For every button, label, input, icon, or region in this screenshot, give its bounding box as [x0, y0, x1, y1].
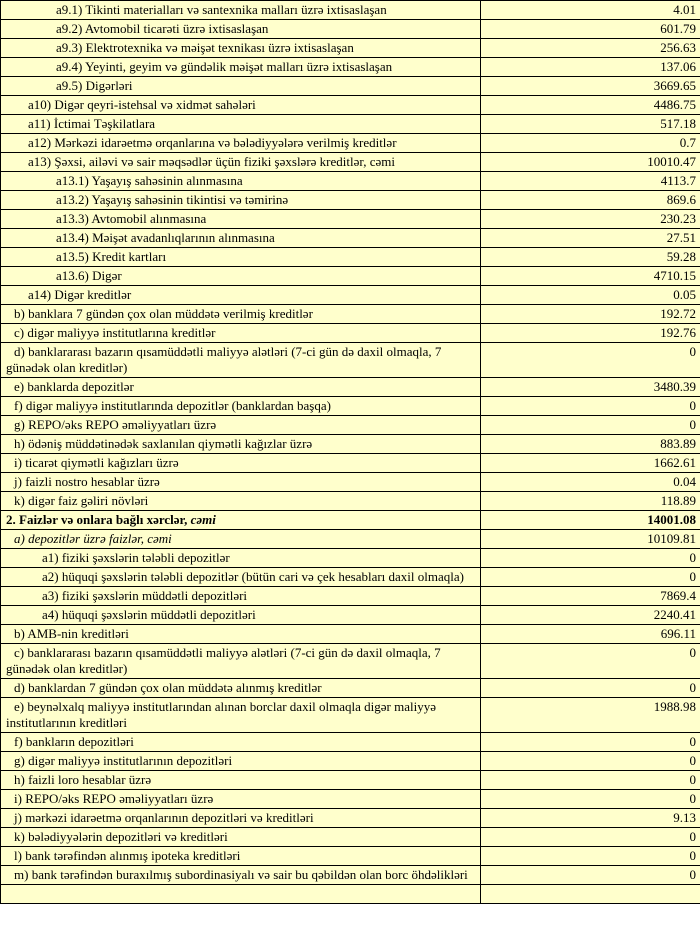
row-label	[1, 549, 481, 568]
row-label-text: m) bank tərəfindən buraxılmış subordinasiyalı və sair bu qəbildən olan borc öhdəlikləri	[14, 867, 468, 882]
row-value: 0	[481, 866, 700, 885]
table-row	[1, 644, 700, 679]
table-row	[1, 828, 700, 847]
row-value: 0.05	[481, 286, 700, 305]
row-label-emphasis: cəmi	[190, 512, 216, 527]
table-row	[1, 378, 700, 397]
row-label	[1, 39, 481, 58]
table-row	[1, 435, 700, 454]
table-row	[1, 587, 700, 606]
row-label-text: a13) Şəxsi, ailəvi və sair məqsədlər üçün fiziki şəxslərə kreditlər, cəmi	[28, 154, 395, 169]
table-row	[1, 172, 700, 191]
report-table-body	[1, 1, 700, 904]
row-label	[1, 809, 481, 828]
table-row	[1, 134, 700, 153]
row-value: 696.11	[481, 625, 700, 644]
row-value: 0	[481, 568, 700, 587]
table-row	[1, 39, 700, 58]
row-value: 0	[481, 733, 700, 752]
table-row	[1, 77, 700, 96]
row-label	[1, 286, 481, 305]
row-value	[481, 885, 700, 904]
row-label-text: i) REPO/əks REPO əməliyyatları üzrə	[14, 791, 214, 806]
row-label-text: a4) hüquqi şəxslərin müddətli depozitləri	[42, 607, 256, 622]
row-label-text: k) bələdiyyələrin depozitləri və kreditləri	[14, 829, 228, 844]
row-label	[1, 530, 481, 549]
table-row	[1, 606, 700, 625]
row-label-text: l) bank tərəfindən alınmış ipoteka kreditləri	[14, 848, 241, 863]
row-value: 1988.98	[481, 698, 700, 733]
row-label	[1, 96, 481, 115]
row-label-text: i) ticarət qiymətli kağızları üzrə	[14, 455, 179, 470]
table-row	[1, 1, 700, 20]
table-row	[1, 343, 700, 378]
row-label	[1, 77, 481, 96]
table-row	[1, 115, 700, 134]
row-value: 118.89	[481, 492, 700, 511]
row-label-text: a9.5) Digərləri	[56, 78, 133, 93]
row-label-text: d) banklararası bazarın qısamüddətli maliyyə alətləri (7-ci gün də daxil olmaqla, 7 günədək olan kreditlər)	[6, 344, 442, 375]
row-label-text: a13.6) Digər	[56, 268, 122, 283]
row-label-text: a9.1) Tikinti materialları və santexnika malları üzrə ixtisaslaşan	[56, 2, 387, 17]
table-row	[1, 771, 700, 790]
row-value: 0	[481, 790, 700, 809]
row-label-text: a13.4) Məişət avadanlıqlarının alınmasına	[56, 230, 275, 245]
row-value: 0	[481, 847, 700, 866]
row-label	[1, 115, 481, 134]
row-label	[1, 679, 481, 698]
row-label-text: 2. Faizlər və onlara bağlı xərclər,	[6, 512, 191, 527]
row-value: 192.76	[481, 324, 700, 343]
row-value: 2240.41	[481, 606, 700, 625]
row-label-text: a1) fiziki şəxslərin tələbli depozitlər	[42, 550, 230, 565]
row-label-text: a9.4) Yeyinti, geyim və gündəlik məişət malları üzrə ixtisaslaşan	[56, 59, 393, 74]
row-value: 14001.08	[481, 511, 700, 530]
row-value: 0.7	[481, 134, 700, 153]
row-label	[1, 343, 481, 378]
table-row	[1, 397, 700, 416]
row-label-text: a13.5) Kredit kartları	[56, 249, 167, 264]
row-label-text: a13.1) Yaşayış sahəsinin alınmasına	[56, 173, 243, 188]
table-row	[1, 267, 700, 286]
row-value: 869.6	[481, 191, 700, 210]
row-label	[1, 492, 481, 511]
row-label-text	[14, 886, 17, 901]
table-row	[1, 20, 700, 39]
row-label	[1, 20, 481, 39]
row-value: 517.18	[481, 115, 700, 134]
row-value: 0	[481, 397, 700, 416]
row-label-text: a11) İctimai Təşkilatlara	[28, 116, 156, 131]
row-value: 4710.15	[481, 267, 700, 286]
table-row	[1, 549, 700, 568]
table-row	[1, 698, 700, 733]
row-value: 0	[481, 343, 700, 378]
row-label	[1, 378, 481, 397]
row-label	[1, 229, 481, 248]
row-value: 3480.39	[481, 378, 700, 397]
table-row	[1, 511, 700, 530]
row-label	[1, 134, 481, 153]
row-label	[1, 644, 481, 679]
row-label	[1, 172, 481, 191]
row-value: 9.13	[481, 809, 700, 828]
row-value: 4113.7	[481, 172, 700, 191]
row-value: 4486.75	[481, 96, 700, 115]
row-label-text: a14) Digər kreditlər	[28, 287, 132, 302]
row-value: 0.04	[481, 473, 700, 492]
row-label-text: b) AMB-nin kreditləri	[14, 626, 129, 641]
row-label-text: b) banklara 7 gündən çox olan müddətə verilmiş kreditlər	[14, 306, 313, 321]
row-label	[1, 606, 481, 625]
row-label-text: g) REPO/əks REPO əməliyyatları üzrə	[14, 417, 217, 432]
row-value: 0	[481, 549, 700, 568]
row-value: 7869.4	[481, 587, 700, 606]
table-row	[1, 305, 700, 324]
row-label-text: f) bankların depozitləri	[14, 734, 134, 749]
row-label	[1, 1, 481, 20]
row-label	[1, 771, 481, 790]
row-label	[1, 435, 481, 454]
row-value: 1662.61	[481, 454, 700, 473]
table-row	[1, 733, 700, 752]
table-row	[1, 679, 700, 698]
table-row	[1, 847, 700, 866]
row-label	[1, 267, 481, 286]
row-value: 0	[481, 771, 700, 790]
row-label-text: h) faizli loro hesablar üzrə	[14, 772, 152, 787]
row-label-text: a9.2) Avtomobil ticarəti üzrə ixtisaslaşan	[56, 21, 269, 36]
row-label	[1, 828, 481, 847]
table-row	[1, 153, 700, 172]
row-label-text: h) ödəniş müddətinədək saxlanılan qiymətli kağızlar üzrə	[14, 436, 313, 451]
row-label-text: g) digər maliyyə institutlarının depozitləri	[14, 753, 233, 768]
row-label	[1, 210, 481, 229]
row-value: 0	[481, 828, 700, 847]
row-label	[1, 568, 481, 587]
table-row	[1, 58, 700, 77]
row-label	[1, 305, 481, 324]
row-label-text: a13.3) Avtomobil alınmasına	[56, 211, 207, 226]
table-row	[1, 885, 700, 904]
table-row	[1, 454, 700, 473]
table-row	[1, 866, 700, 885]
row-label	[1, 790, 481, 809]
row-value: 256.63	[481, 39, 700, 58]
row-label-text: d) banklardan 7 gündən çox olan müddətə alınmış kreditlər	[14, 680, 322, 695]
row-value: 883.89	[481, 435, 700, 454]
row-label	[1, 625, 481, 644]
row-label-text: e) beynəlxalq maliyyə institutlarından alınan borclar daxil olmaqla digər maliyyə institutlarının kreditləri	[6, 699, 436, 730]
table-row	[1, 473, 700, 492]
row-label-text: c) digər maliyyə institutlarına kreditlər	[14, 325, 216, 340]
row-label	[1, 397, 481, 416]
row-label	[1, 248, 481, 267]
table-row	[1, 492, 700, 511]
row-value: 10010.47	[481, 153, 700, 172]
table-row	[1, 625, 700, 644]
row-label	[1, 153, 481, 172]
row-value: 230.23	[481, 210, 700, 229]
row-label	[1, 454, 481, 473]
row-label	[1, 733, 481, 752]
row-label-text: f) digər maliyyə institutlarında depozitlər (banklardan başqa)	[14, 398, 331, 413]
row-label-text: a12) Mərkəzi idarəetmə orqanlarına və bələdiyyələrə verilmiş kreditlər	[28, 135, 397, 150]
row-value: 137.06	[481, 58, 700, 77]
table-row	[1, 229, 700, 248]
row-label	[1, 416, 481, 435]
table-row	[1, 191, 700, 210]
row-label-text: j) mərkəzi idarəetmə orqanlarının depozitləri və kreditləri	[14, 810, 314, 825]
row-label-text: j) faizli nostro hesablar üzrə	[14, 474, 160, 489]
row-value: 0	[481, 644, 700, 679]
row-label-text: a3) fiziki şəxslərin müddətli depozitləri	[42, 588, 248, 603]
row-label	[1, 698, 481, 733]
table-row	[1, 752, 700, 771]
row-value: 4.01	[481, 1, 700, 20]
row-label-text: a2) hüquqi şəxslərin tələbli depozitlər (bütün cari və çek hesabları daxil olmaqla)	[42, 569, 464, 584]
row-label-text: a10) Digər qeyri-istehsal və xidmət sahələri	[28, 97, 256, 112]
row-label	[1, 58, 481, 77]
row-label	[1, 885, 481, 904]
row-value: 27.51	[481, 229, 700, 248]
row-label	[1, 473, 481, 492]
row-label	[1, 866, 481, 885]
row-label-text: a9.3) Elektrotexnika və məişət texnikası üzrə ixtisaslaşan	[56, 40, 354, 55]
row-value: 192.72	[481, 305, 700, 324]
table-row	[1, 568, 700, 587]
table-row	[1, 416, 700, 435]
row-label	[1, 511, 481, 530]
row-value: 601.79	[481, 20, 700, 39]
row-value: 59.28	[481, 248, 700, 267]
row-label	[1, 587, 481, 606]
row-value: 0	[481, 752, 700, 771]
table-row	[1, 96, 700, 115]
row-value: 10109.81	[481, 530, 700, 549]
table-row	[1, 324, 700, 343]
row-label-text: e) banklarda depozitlər	[14, 379, 134, 394]
row-label	[1, 324, 481, 343]
row-label	[1, 191, 481, 210]
row-label-text: a13.2) Yaşayış sahəsinin tikintisi və təmirinə	[56, 192, 289, 207]
row-label-text: a) depozitlər üzrə faizlər, cəmi	[14, 531, 172, 546]
row-label	[1, 752, 481, 771]
row-value: 3669.65	[481, 77, 700, 96]
row-label-text: k) digər faiz gəliri növləri	[14, 493, 149, 508]
table-row	[1, 286, 700, 305]
row-value: 0	[481, 679, 700, 698]
table-row	[1, 790, 700, 809]
table-row	[1, 248, 700, 267]
table-row	[1, 809, 700, 828]
row-value: 0	[481, 416, 700, 435]
table-row	[1, 530, 700, 549]
row-label-text: c) banklararası bazarın qısamüddətli maliyyə alətləri (7-ci gün də daxil olmaqla, 7 günədək olan kreditlər)	[6, 645, 441, 676]
table-row	[1, 210, 700, 229]
row-label	[1, 847, 481, 866]
